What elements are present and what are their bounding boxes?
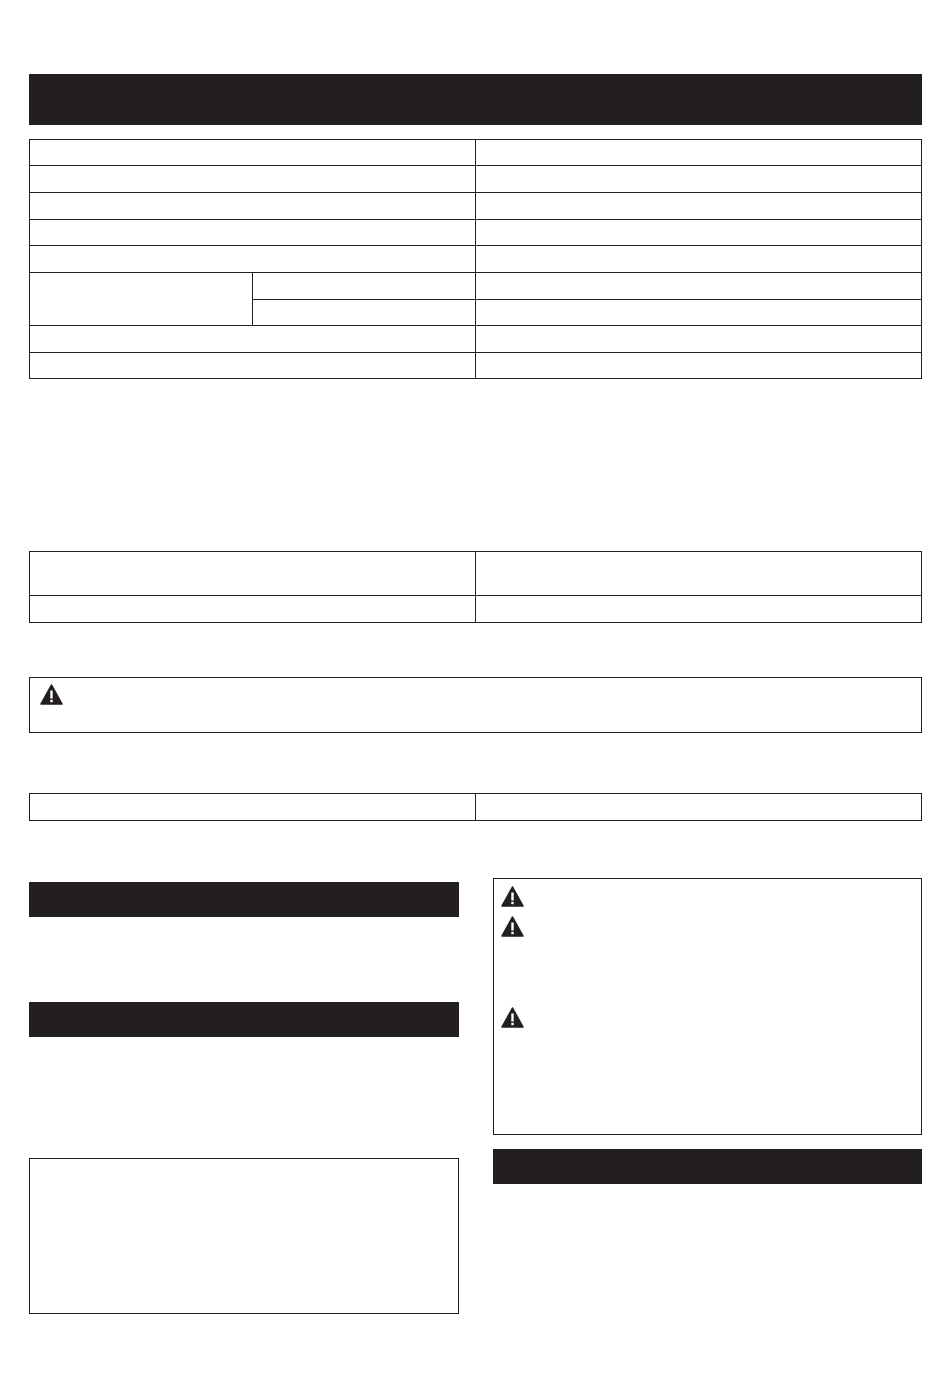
warning-triangle-icon [501,886,524,907]
spec-label-cell [29,325,476,353]
spec-label-cell [29,245,476,273]
spec-sublabel-cell [252,299,476,326]
warning-triangle-icon [501,1007,524,1028]
spec-label-cell [29,352,476,379]
spec-group-label-cell [29,272,253,326]
right-warning-box [493,878,922,1135]
spec-value-cell [475,192,922,220]
third-table-label-cell [29,793,476,821]
second-table-value-cell [475,551,922,596]
warning-triangle-icon [40,684,63,705]
spec-label-cell [29,165,476,193]
spec-value-cell [475,139,922,166]
spec-value-cell [475,352,922,379]
spec-label-cell [29,139,476,166]
left-section-bar-2 [29,1002,459,1037]
spec-value-cell [475,299,922,326]
spec-label-cell [29,192,476,220]
warning-box [29,677,922,733]
spec-value-cell [475,245,922,273]
spec-value-cell [475,165,922,193]
spec-value-cell [475,219,922,246]
left-section-bar-1 [29,882,459,917]
right-section-bar [493,1149,922,1184]
spec-sublabel-cell [252,272,476,300]
spec-label-cell [29,219,476,246]
spec-value-cell [475,272,922,300]
third-table-value-cell [475,793,922,821]
second-table-label-cell [29,595,476,623]
second-table-value-cell [475,595,922,623]
warning-triangle-icon [501,916,524,937]
left-info-box [29,1158,459,1314]
header-bar [29,74,922,125]
second-table-label-cell [29,551,476,596]
spec-value-cell [475,325,922,353]
